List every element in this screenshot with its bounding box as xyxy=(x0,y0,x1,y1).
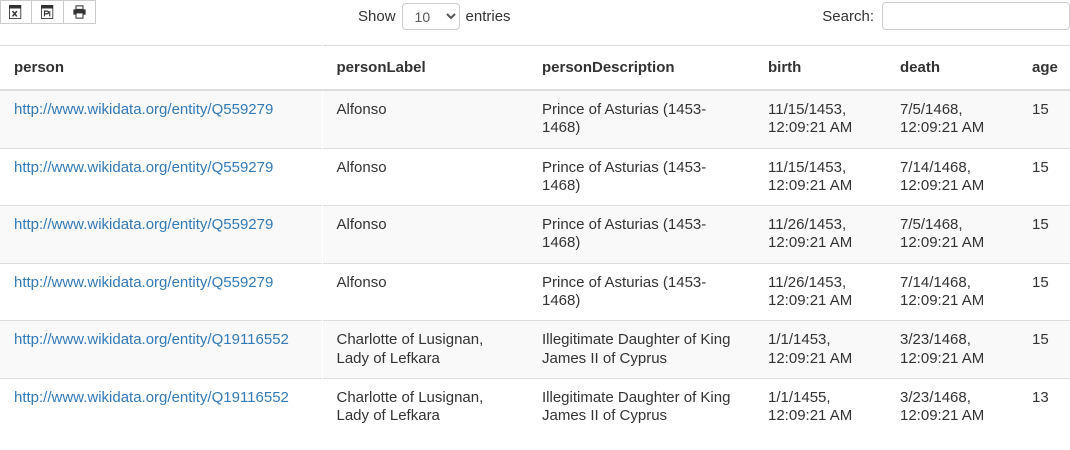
cell-personLabel: Charlotte of Lusignan, Lady of Lefkara xyxy=(322,321,528,379)
person-link[interactable]: http://www.wikidata.org/entity/Q559279 xyxy=(14,158,274,176)
cell-death: 3/23/1468, 12:09:21 AM xyxy=(886,378,1018,435)
excel-icon xyxy=(9,5,23,19)
cell-birth: 11/26/1453, 12:09:21 AM xyxy=(754,263,886,321)
cell-age: 15 xyxy=(1018,263,1070,321)
cell-person xyxy=(0,263,322,321)
table-row[interactable] xyxy=(0,206,1070,264)
column-header-person[interactable]: person xyxy=(0,46,322,91)
cell-personDescription: Prince of Asturias (1453-1468) xyxy=(528,90,754,148)
table-row[interactable] xyxy=(0,148,1070,206)
printer-icon xyxy=(72,5,87,19)
cell-person xyxy=(0,321,322,379)
person-link[interactable]: http://www.wikidata.org/entity/Q19116552 xyxy=(14,331,289,349)
cell-personDescription: Illegitimate Daughter of King James II of Cyprus xyxy=(528,378,754,435)
cell-death: 7/14/1468, 12:09:21 AM xyxy=(886,263,1018,321)
cell-age: 15 xyxy=(1018,148,1070,206)
column-header-personDescription[interactable]: personDescription xyxy=(528,46,754,91)
show-label: Show xyxy=(358,8,396,25)
results-table xyxy=(0,45,1070,436)
cell-birth: 11/15/1453, 12:09:21 AM xyxy=(754,148,886,206)
column-header-death[interactable]: death xyxy=(886,46,1018,91)
cell-personDescription: Prince of Asturias (1453-1468) xyxy=(528,206,754,264)
entries-per-page-select[interactable] xyxy=(402,3,460,30)
cell-death: 7/5/1468, 12:09:21 AM xyxy=(886,90,1018,148)
cell-personLabel: Alfonso xyxy=(322,263,528,321)
datatable-toolbar xyxy=(0,0,1070,34)
export-pdf-button[interactable] xyxy=(32,0,64,24)
print-button[interactable] xyxy=(64,0,96,24)
cell-birth: 1/1/1453, 12:09:21 AM xyxy=(754,321,886,379)
search-label: Search: xyxy=(822,7,874,25)
entries-length-control xyxy=(358,3,511,30)
pdf-icon xyxy=(41,5,55,19)
entries-label: entries xyxy=(465,8,511,25)
cell-person xyxy=(0,90,322,148)
person-link[interactable]: http://www.wikidata.org/entity/Q19116552 xyxy=(14,388,289,406)
table-row[interactable] xyxy=(0,90,1070,148)
column-header-birth[interactable]: birth xyxy=(754,46,886,91)
cell-age: 15 xyxy=(1018,90,1070,148)
cell-death: 7/5/1468, 12:09:21 AM xyxy=(886,206,1018,264)
cell-birth: 1/1/1455, 12:09:21 AM xyxy=(754,378,886,435)
table-body xyxy=(0,90,1070,436)
search-control xyxy=(822,2,1070,30)
cell-age: 13 xyxy=(1018,378,1070,435)
cell-personDescription: Prince of Asturias (1453-1468) xyxy=(528,148,754,206)
cell-personDescription: Illegitimate Daughter of King James II of Cyprus xyxy=(528,321,754,379)
column-header-age[interactable]: age xyxy=(1018,46,1070,91)
cell-person xyxy=(0,206,322,264)
column-header-personLabel[interactable]: personLabel xyxy=(322,46,528,91)
table-row[interactable] xyxy=(0,321,1070,379)
cell-birth: 11/26/1453, 12:09:21 AM xyxy=(754,206,886,264)
cell-death: 3/23/1468, 12:09:21 AM xyxy=(886,321,1018,379)
cell-birth: 11/15/1453, 12:09:21 AM xyxy=(754,90,886,148)
export-buttons-group xyxy=(0,0,96,24)
person-link[interactable]: http://www.wikidata.org/entity/Q559279 xyxy=(14,273,274,291)
cell-personLabel: Charlotte of Lusignan, Lady of Lefkara xyxy=(322,378,528,435)
export-excel-button[interactable] xyxy=(0,0,32,24)
cell-personDescription: Prince of Asturias (1453-1468) xyxy=(528,263,754,321)
table-row[interactable] xyxy=(0,263,1070,321)
cell-person xyxy=(0,378,322,435)
cell-person xyxy=(0,148,322,206)
table-row[interactable] xyxy=(0,378,1070,435)
cell-death: 7/14/1468, 12:09:21 AM xyxy=(886,148,1018,206)
cell-personLabel: Alfonso xyxy=(322,148,528,206)
search-input[interactable] xyxy=(882,2,1070,30)
cell-age: 15 xyxy=(1018,206,1070,264)
cell-age: 15 xyxy=(1018,321,1070,379)
cell-personLabel: Alfonso xyxy=(322,206,528,264)
person-link[interactable]: http://www.wikidata.org/entity/Q559279 xyxy=(14,101,274,118)
table-header-row xyxy=(0,46,1070,91)
cell-personLabel: Alfonso xyxy=(322,90,528,148)
person-link[interactable]: http://www.wikidata.org/entity/Q559279 xyxy=(14,216,274,234)
